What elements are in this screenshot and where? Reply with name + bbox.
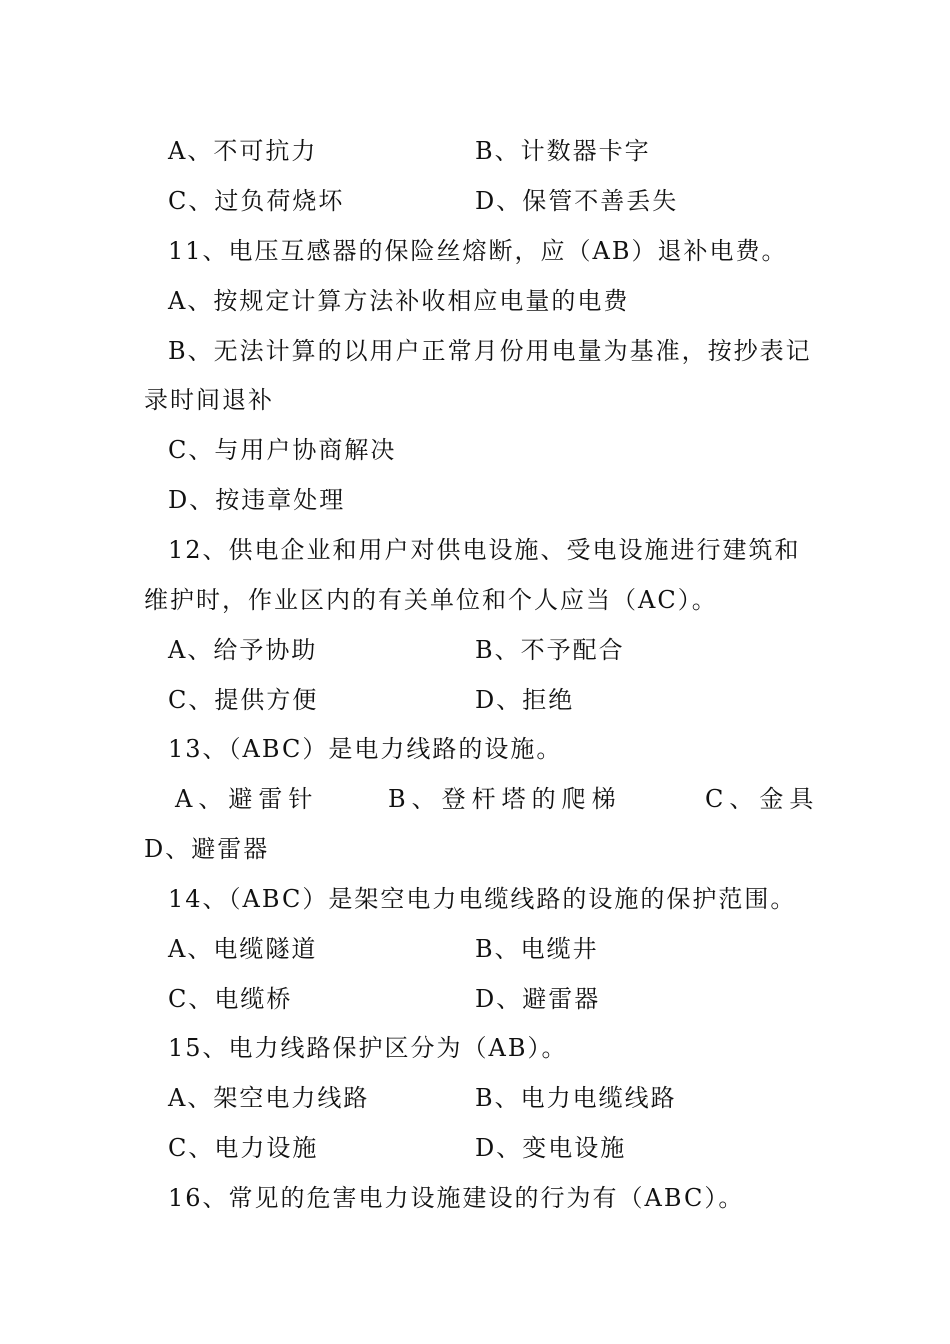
question-11-option-d: D、按违章处理 bbox=[168, 486, 346, 514]
option-b: B、不予配合 bbox=[475, 636, 625, 664]
option-d: D、避雷器 bbox=[475, 985, 601, 1013]
option-row bbox=[0, 181, 950, 221]
option-a: A、避雷针 bbox=[175, 785, 319, 813]
option-d: D、保管不善丢失 bbox=[475, 187, 679, 215]
question-12-options-cd bbox=[0, 680, 950, 720]
option-b: B、计数器卡字 bbox=[475, 137, 651, 165]
option-b: B、电力电缆线路 bbox=[475, 1084, 677, 1112]
option-b: B、电缆井 bbox=[475, 935, 599, 963]
option-d: D、变电设施 bbox=[475, 1134, 627, 1162]
question-11-option-b: B、无法计算的以用户正常月份用电量为基准，按抄表记 bbox=[168, 337, 812, 365]
option-c: C、电缆桥 bbox=[168, 985, 293, 1013]
question-15-options-cd bbox=[0, 1128, 950, 1168]
question-14-options-cd bbox=[0, 979, 950, 1019]
option-a: A、电缆隧道 bbox=[168, 935, 318, 963]
option-c: C、过负荷烧坏 bbox=[168, 187, 345, 215]
question-16-stem: 16、常见的危害电力设施建设的行为有（ABC）。 bbox=[168, 1184, 745, 1212]
option-c: C、提供方便 bbox=[168, 686, 319, 714]
option-a: A、架空电力线路 bbox=[168, 1084, 370, 1112]
question-11-stem: 11、电压互感器的保险丝熔断，应（AB）退补电费。 bbox=[168, 237, 788, 265]
option-a: A、不可抗力 bbox=[168, 137, 318, 165]
question-14-options-ab bbox=[0, 929, 950, 969]
question-15-stem: 15、电力线路保护区分为（AB）。 bbox=[168, 1034, 568, 1062]
option-b: B、登杆塔的爬梯 bbox=[388, 785, 622, 813]
option-a: A、给予协助 bbox=[168, 636, 318, 664]
question-11-option-c: C、与用户协商解决 bbox=[168, 436, 397, 464]
option-d: D、拒绝 bbox=[475, 686, 575, 714]
question-13-option-d: D、避雷器 bbox=[144, 835, 270, 863]
question-15-options-ab bbox=[0, 1078, 950, 1118]
option-row bbox=[0, 131, 950, 171]
question-13-options bbox=[0, 779, 950, 819]
option-c: C、金具 bbox=[705, 785, 820, 813]
question-11-option-b-continued: 录时间退补 bbox=[144, 386, 274, 414]
question-14-stem: 14、（ABC）是架空电力电缆线路的设施的保护范围。 bbox=[168, 885, 797, 913]
question-12-stem: 12、供电企业和用户对供电设施、受电设施进行建筑和 bbox=[168, 536, 801, 564]
question-12-options-ab bbox=[0, 630, 950, 670]
question-13-stem: 13、（ABC）是电力线路的设施。 bbox=[168, 735, 563, 763]
question-11-option-a: A、按规定计算方法补收相应电量的电费 bbox=[168, 287, 630, 315]
option-c: C、电力设施 bbox=[168, 1134, 319, 1162]
question-12-stem-continued: 维护时，作业区内的有关单位和个人应当（AC）。 bbox=[144, 586, 718, 614]
